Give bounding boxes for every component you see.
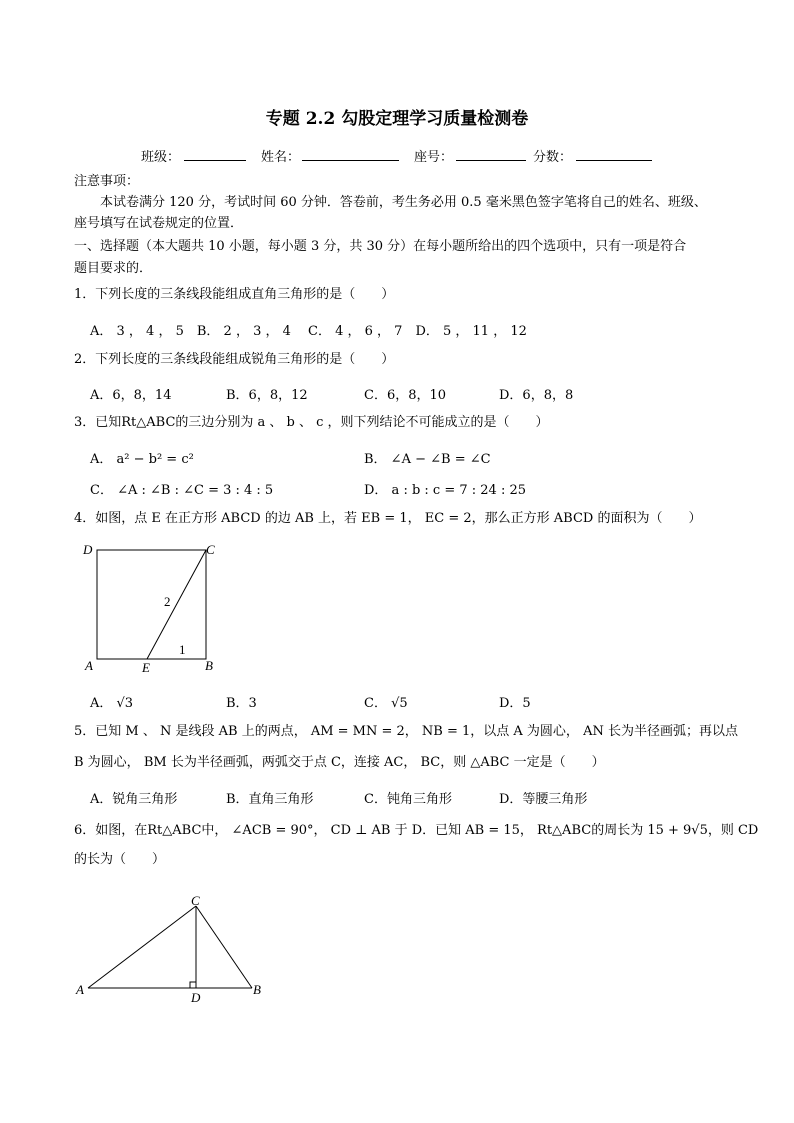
square-abcd <box>97 550 206 659</box>
q3-option-a[interactable]: A． a² − b² = c² <box>90 452 194 467</box>
label-a: A <box>76 982 84 997</box>
q4-option-a[interactable]: A． √3 <box>90 696 134 711</box>
label-length-ec: 2 <box>164 594 171 609</box>
notice-heading: 注意事项： <box>74 174 140 189</box>
q3-stem: 3．已知Rt△ABC的三边分别为 a 、 b 、 c ，则下列结论不可能成立的是（ ） <box>74 415 549 430</box>
label-c: C <box>206 542 215 557</box>
q3-option-c[interactable]: C． ∠A : ∠B : ∠C = 3 : 4 : 5 <box>90 483 274 498</box>
q3-option-d[interactable]: D． a : b : c = 7 : 24 : 25 <box>364 483 526 498</box>
section1-line-1: 一、选择题（本大题共 10 小题，每小题 3 分，共 30 分）在每小题所给出的四个选项中，只有一项是符合 <box>74 239 687 254</box>
segment-cb <box>196 906 252 988</box>
q5-option-d[interactable]: D．等腰三角形 <box>499 792 588 807</box>
class-label: 班级： <box>141 150 181 165</box>
seat-field[interactable] <box>456 160 526 161</box>
name-field[interactable] <box>302 160 399 161</box>
label-d: D <box>191 990 201 1005</box>
label-c: C <box>191 893 200 908</box>
q4-option-d[interactable]: D．5 <box>499 696 531 711</box>
q2-option-b[interactable]: B．6，8，12 <box>226 388 308 403</box>
q5-option-b[interactable]: B．直角三角形 <box>226 792 314 807</box>
label-b: B <box>253 982 261 997</box>
q6-triangle-figure <box>70 890 270 1010</box>
label-length-eb: 1 <box>179 642 186 657</box>
section1-line-2: 题目要求的． <box>74 261 153 276</box>
seat-label: 座号： <box>414 150 454 165</box>
q5-line-1: 5．已知 M 、 N 是线段 AB 上的两点， AM = MN = 2， NB = 1，以点 A 为圆心， AN 长为半径画弧；再以点 <box>74 724 738 739</box>
q4-square-figure <box>80 538 230 678</box>
q2-stem: 2．下列长度的三条线段能组成锐角三角形的是（ ） <box>74 352 395 367</box>
class-field[interactable] <box>184 160 246 161</box>
q2-option-a[interactable]: A．6，8，14 <box>90 388 172 403</box>
label-b: B <box>205 658 213 673</box>
segment-ec <box>147 550 206 659</box>
q1-options: A． 3 ， 4 ， 5 B． 2 ， 3 ， 4 C． 4 ， 6 ， 7 D． 5 ， 11 ， 12 <box>90 324 527 339</box>
q4-option-c[interactable]: C． √5 <box>364 696 408 711</box>
q5-option-a[interactable]: A．锐角三角形 <box>90 792 178 807</box>
notice-line-1: 本试卷满分 120 分，考试时间 60 分钟．答卷前，考生务必用 0.5 毫米黑色签字笔将自己的姓名、班级、 <box>100 195 707 210</box>
score-field[interactable] <box>576 160 652 161</box>
segment-ac <box>88 906 196 988</box>
score-label: 分数： <box>533 150 573 165</box>
q1-stem: 1．下列长度的三条线段能组成直角三角形的是（ ） <box>74 287 395 302</box>
right-angle-mark <box>190 982 196 988</box>
q5-line-2: B 为圆心， BM 长为半径画弧，两弧交于点 C，连接 AC， BC，则 △ABC 一定是（ ） <box>74 755 605 770</box>
q2-option-c[interactable]: C．6，8，10 <box>364 388 447 403</box>
q4-option-b[interactable]: B．3 <box>226 696 257 711</box>
q5-option-c[interactable]: C．钝角三角形 <box>364 792 452 807</box>
q2-option-d[interactable]: D．6，8，8 <box>499 388 574 403</box>
name-label: 姓名： <box>261 150 301 165</box>
notice-line-2: 座号填写在试卷规定的位置． <box>74 216 244 231</box>
label-e: E <box>142 660 150 675</box>
q4-stem: 4．如图，点 E 在正方形 ABCD 的边 AB 上，若 EB = 1， EC = 2，那么正方形 ABCD 的面积为（ ） <box>74 511 702 526</box>
q3-option-b[interactable]: B． ∠A − ∠B = ∠C <box>364 452 491 467</box>
q6-line-2: 的长为（ ） <box>74 852 166 867</box>
label-a: A <box>85 658 93 673</box>
q6-line-1: 6．如图，在Rt△ABC中， ∠ACB = 90°， CD ⊥ AB 于 D．已知 AB = 15， Rt△ABC的周长为 15 + 9√5，则 CD <box>74 823 759 838</box>
label-d: D <box>83 542 93 557</box>
exam-title: 专题 2.2 勾股定理学习质量检测卷 <box>265 109 529 129</box>
